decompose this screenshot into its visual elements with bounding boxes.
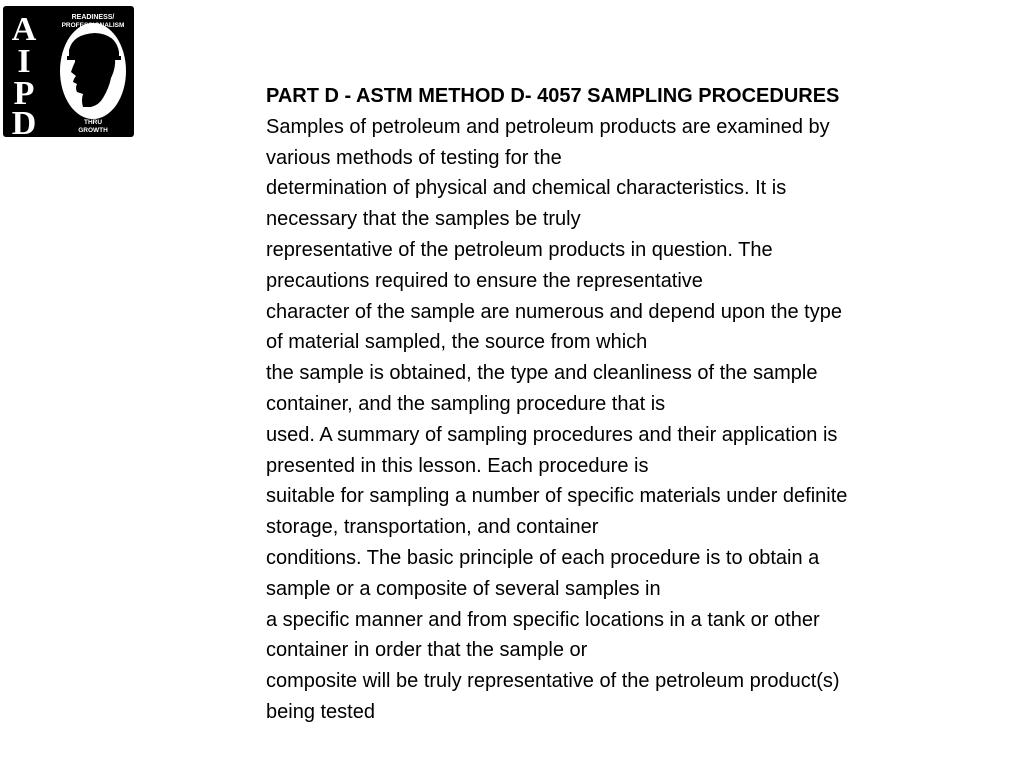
text-line: sample or a composite of several samples in [266, 577, 661, 600]
document-body [266, 81, 966, 728]
text-line: composite will be truly representative of the petroleum product(s) [266, 670, 840, 693]
text-line: representative of the petroleum products in question. The [266, 238, 773, 261]
section-heading: PART D - ASTM METHOD D- 4057 SAMPLING PROCEDURES [266, 85, 840, 107]
logo-letter-i: I [17, 43, 31, 80]
logo-divider [46, 6, 52, 137]
text-line: container, and the sampling procedure that is [266, 392, 666, 415]
logo-letter-d: D [11, 105, 37, 137]
text-line: the sample is obtained, the type and cleanliness of the sample [266, 362, 818, 385]
text-line: a specific manner and from specific locations in a tank or other [266, 608, 820, 631]
aipd-logo-graphic [3, 6, 134, 137]
text-line: storage, transportation, and container [266, 516, 599, 539]
text-line: determination of physical and chemical characteristics. It is [266, 177, 787, 200]
logo-letter-a: A [11, 11, 37, 48]
text-line: used. A summary of sampling procedures and their application is [266, 423, 838, 446]
text-line: conditions. The basic principle of each procedure is to obtain a [266, 546, 820, 569]
aipd-logo [3, 6, 134, 137]
text-line: presented in this lesson. Each procedure is [266, 454, 649, 477]
text-line: being tested [266, 700, 375, 723]
text-line: precautions required to ensure the representative [266, 269, 703, 292]
text-line: character of the sample are numerous and depend upon the type [266, 300, 842, 323]
text-line: Samples of petroleum and petroleum products are examined by [266, 115, 830, 138]
text-line: suitable for sampling a number of specific materials under definite [266, 485, 848, 508]
text-line: container in order that the sample or [266, 639, 588, 662]
logo-text-thru: THRU [83, 119, 103, 126]
text-line: of material sampled, the source from which [266, 331, 648, 354]
text-line: necessary that the samples be truly [266, 208, 581, 231]
logo-text-professionalism: PROFESSIONALISM [61, 22, 125, 29]
logo-text-growth: GROWTH [78, 127, 108, 134]
logo-letter-p: P [13, 75, 35, 112]
logo-text-readiness: READINESS/ [71, 14, 115, 21]
text-line: various methods of testing for the [266, 146, 562, 169]
